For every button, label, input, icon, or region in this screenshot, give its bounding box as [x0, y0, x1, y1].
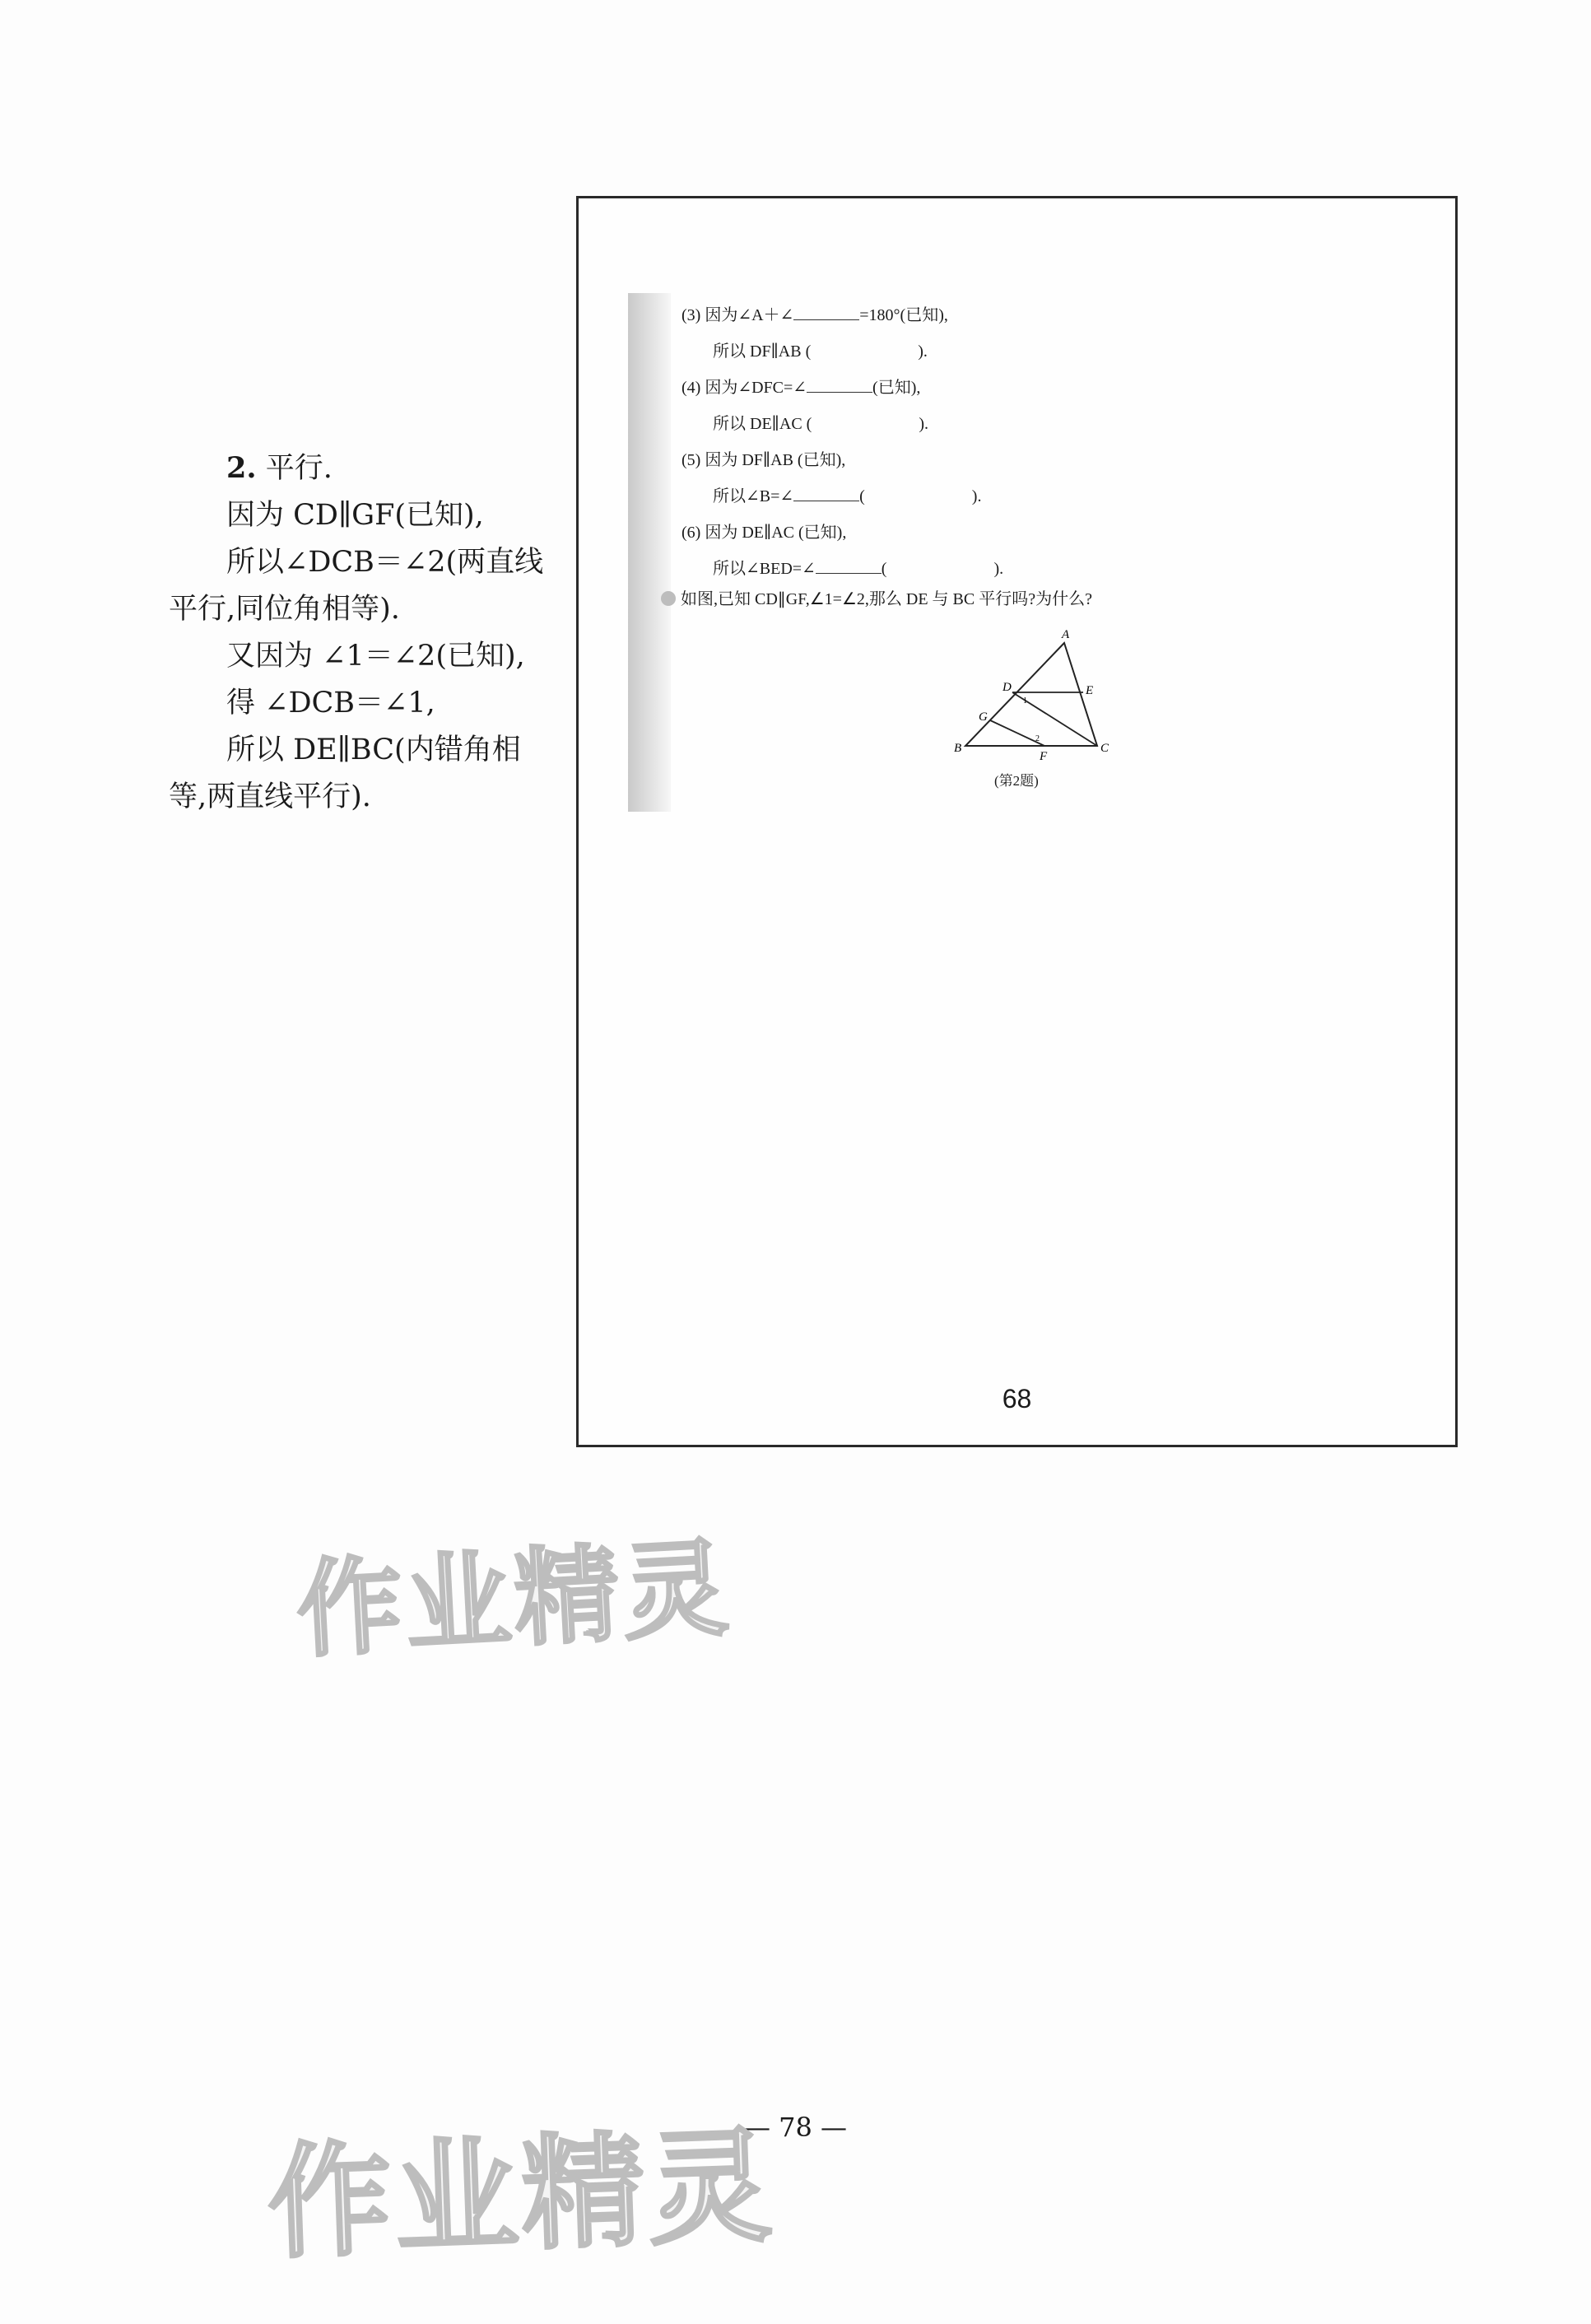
- fill-blank[interactable]: [793, 484, 859, 501]
- answer-block: [169, 445, 556, 821]
- question-number-badge: [661, 591, 676, 606]
- exercise-item-5-reason: 所以∠B=∠ ( ).: [682, 478, 1003, 515]
- answer-title: 平行.: [265, 452, 333, 485]
- label-d: D: [1003, 681, 1012, 694]
- answer-line: 又因为 ∠1＝∠2(已知),: [226, 640, 525, 673]
- label-angle-1: 1: [1023, 696, 1027, 706]
- label-g: G: [979, 710, 988, 724]
- answer-heading: [169, 445, 556, 492]
- watermark-text: 作业精灵: [265, 2115, 778, 2276]
- margin-strip: [628, 293, 671, 812]
- watermark-text: 作业精灵: [294, 1527, 735, 1673]
- inner-page-number: 68: [1002, 1384, 1032, 1413]
- answer-line: 等,两直线平行).: [169, 780, 371, 813]
- answer-line: 得 ∠DCB＝∠1,: [226, 687, 435, 720]
- label-c: C: [1100, 742, 1110, 755]
- exercise-item-3: (3) 因为∠A＋∠ =180°(已知),: [682, 297, 1003, 333]
- exercise-list: [682, 297, 1003, 587]
- exercise-item-6-reason: 所以∠BED=∠ ( ).: [682, 551, 1003, 587]
- label-e: E: [1086, 684, 1094, 697]
- fill-blank[interactable]: [816, 557, 882, 574]
- answer-line: 所以∠DCB＝∠2(两直线: [226, 546, 544, 579]
- fill-blank[interactable]: [807, 375, 872, 393]
- triangle-abc: [965, 643, 1097, 746]
- figure-caption: (第2题): [994, 773, 1039, 789]
- label-b: B: [954, 742, 962, 755]
- label-angle-2: 2: [1035, 734, 1040, 743]
- exercise-item-5: (5) 因为 DF∥AB (已知),: [682, 451, 846, 469]
- exercise-item-4: (4) 因为∠DFC=∠ (已知),: [682, 370, 1003, 406]
- triangle-figure: [941, 626, 1114, 775]
- answer-line: 平行,同位角相等).: [169, 593, 400, 626]
- answer-line: 因为 CD∥GF(已知),: [226, 499, 484, 532]
- label-f: F: [1040, 750, 1048, 763]
- question-2: 如图,已知 CD∥GF,∠1=∠2,那么 DE 与 BC 平行吗?为什么?: [661, 585, 1092, 609]
- exercise-item-3-reason: 所以 DF∥AB ( ).: [713, 342, 928, 361]
- fill-blank[interactable]: [793, 303, 859, 320]
- answer-line: 所以 DE∥BC(内错角相: [226, 734, 521, 766]
- exercise-item-4-reason: 所以 DE∥AC ( ).: [713, 415, 929, 433]
- page-number: — 78 —: [743, 2112, 848, 2143]
- label-a: A: [1062, 628, 1070, 641]
- exercise-item-6: (6) 因为 DE∥AC (已知),: [682, 524, 847, 542]
- exercise-page-frame: [576, 196, 1458, 1447]
- answer-number: 2.: [226, 451, 257, 485]
